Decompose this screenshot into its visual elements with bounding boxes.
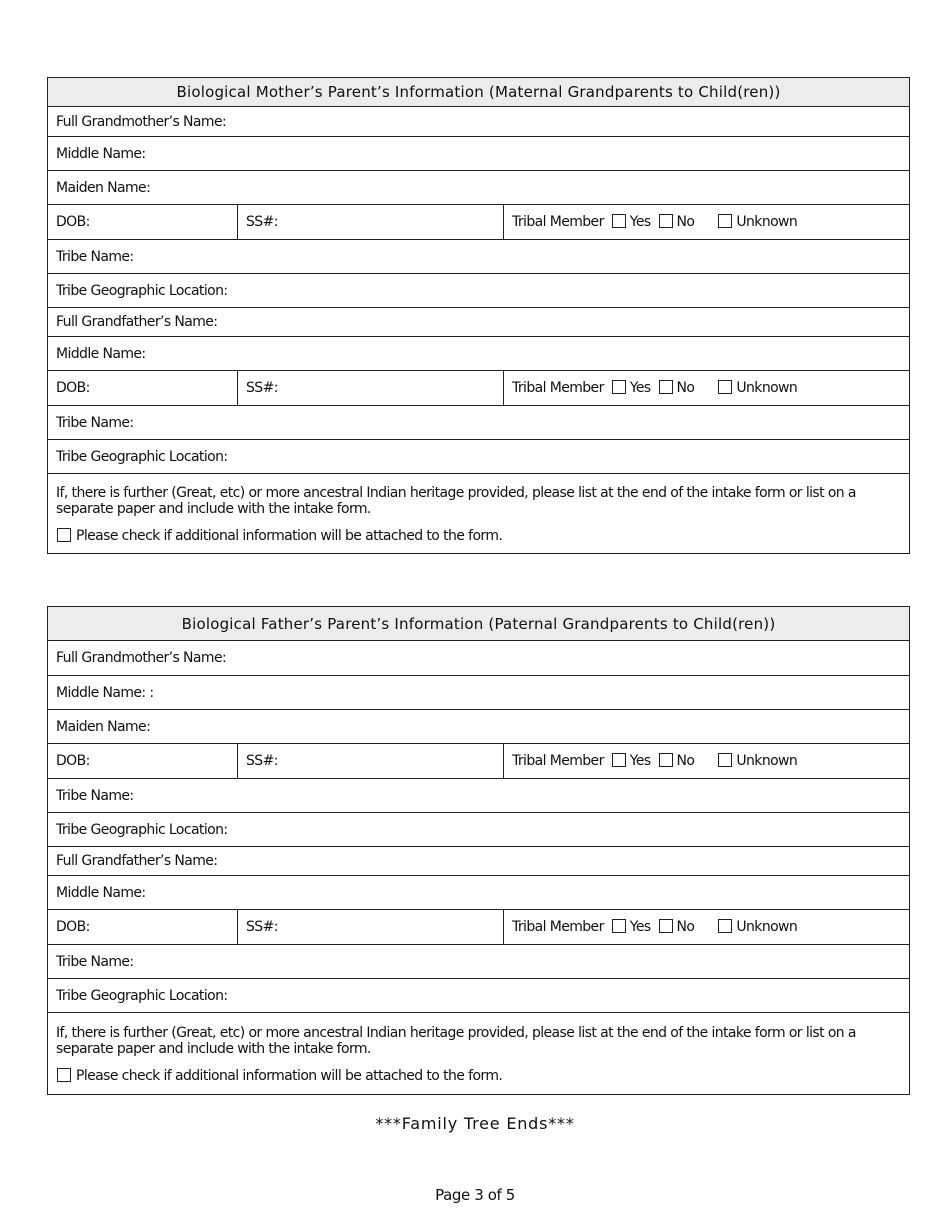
- yes-checkbox[interactable]: [612, 753, 626, 767]
- paternal-grandmother-ss-field[interactable]: SS#:: [238, 744, 504, 779]
- maternal-grandmother-middle-field[interactable]: Middle Name:: [48, 137, 910, 171]
- yes-label: Yes: [629, 380, 651, 396]
- maternal-grandmother-maiden-field[interactable]: Maiden Name:: [48, 171, 910, 205]
- yes-checkbox[interactable]: [612, 919, 626, 933]
- maternal-grandmother-ss-field[interactable]: SS#:: [238, 205, 504, 240]
- paternal-grandfather-name-field[interactable]: Full Grandfather’s Name:: [48, 847, 910, 876]
- paternal-grandmother-maiden-field[interactable]: Maiden Name:: [48, 710, 910, 744]
- maternal-grandfather-ss-field[interactable]: SS#:: [238, 371, 504, 406]
- maternal-grandmother-name-field[interactable]: Full Grandmother’s Name:: [48, 107, 910, 137]
- unknown-label: Unknown: [736, 919, 798, 935]
- paternal-section-title: Biological Father’s Parent’s Information (Paternal Grandparents to Child(ren)): [48, 607, 910, 641]
- maternal-grandparents-table: [47, 77, 910, 554]
- unknown-checkbox[interactable]: [718, 214, 732, 228]
- tribal-member-label: Tribal Member: [512, 214, 604, 230]
- additional-info-checkbox[interactable]: [57, 1068, 71, 1082]
- no-label: No: [676, 753, 695, 769]
- heritage-note-text: If, there is further (Great, etc) or more ancestral Indian heritage provided, please list at the end of the intake form or list on a separate paper and include with the intake form.: [56, 1025, 856, 1057]
- no-checkbox[interactable]: [659, 753, 673, 767]
- unknown-checkbox[interactable]: [718, 753, 732, 767]
- paternal-grandmother-middle-field[interactable]: Middle Name: :: [48, 676, 910, 710]
- paternal-grandfather-tribe-location-field[interactable]: Tribe Geographic Location:: [48, 979, 910, 1013]
- yes-checkbox[interactable]: [612, 214, 626, 228]
- maternal-grandmother-tribe-name-field[interactable]: Tribe Name:: [48, 240, 910, 274]
- yes-label: Yes: [629, 919, 651, 935]
- paternal-grandmother-name-field[interactable]: Full Grandmother’s Name:: [48, 641, 910, 676]
- yes-label: Yes: [629, 753, 651, 769]
- paternal-grandfather-dob-field[interactable]: DOB:: [48, 910, 238, 945]
- paternal-grandfather-tribe-name-field[interactable]: Tribe Name:: [48, 945, 910, 979]
- unknown-checkbox[interactable]: [718, 380, 732, 394]
- paternal-additional-heritage-note: [48, 1013, 910, 1095]
- paternal-grandfather-ss-field[interactable]: SS#:: [238, 910, 504, 945]
- page-number: Page 3 of 5: [435, 1186, 515, 1204]
- additional-info-label: Please check if additional information will be attached to the form.: [76, 528, 503, 544]
- maternal-grandfather-tribal-member: [504, 371, 910, 406]
- maternal-grandfather-middle-field[interactable]: Middle Name:: [48, 337, 910, 371]
- maternal-grandfather-tribe-name-field[interactable]: Tribe Name:: [48, 406, 910, 440]
- no-checkbox[interactable]: [659, 919, 673, 933]
- paternal-grandmother-tribal-member: [504, 744, 910, 779]
- paternal-grandmother-tribe-location-field[interactable]: Tribe Geographic Location:: [48, 813, 910, 847]
- no-label: No: [676, 919, 695, 935]
- paternal-grandmother-dob-field[interactable]: DOB:: [48, 744, 238, 779]
- additional-info-checkbox[interactable]: [57, 528, 71, 542]
- heritage-note-text: If, there is further (Great, etc) or more ancestral Indian heritage provided, please list at the end of the intake form or list on a separate paper and include with the intake form.: [56, 485, 856, 517]
- maternal-grandmother-tribal-member: [504, 205, 910, 240]
- unknown-label: Unknown: [736, 214, 798, 230]
- maternal-grandfather-name-field[interactable]: Full Grandfather’s Name:: [48, 308, 910, 337]
- no-label: No: [676, 214, 695, 230]
- maternal-additional-heritage-note: [48, 474, 910, 554]
- no-label: No: [676, 380, 695, 396]
- maternal-section-title: Biological Mother’s Parent’s Information (Maternal Grandparents to Child(ren)): [48, 78, 910, 107]
- paternal-grandfather-middle-field[interactable]: Middle Name:: [48, 876, 910, 910]
- paternal-grandmother-tribe-name-field[interactable]: Tribe Name:: [48, 779, 910, 813]
- unknown-checkbox[interactable]: [718, 919, 732, 933]
- additional-info-label: Please check if additional information will be attached to the form.: [76, 1068, 503, 1084]
- maternal-grandfather-dob-field[interactable]: DOB:: [48, 371, 238, 406]
- yes-label: Yes: [629, 214, 651, 230]
- no-checkbox[interactable]: [659, 214, 673, 228]
- unknown-label: Unknown: [736, 380, 798, 396]
- no-checkbox[interactable]: [659, 380, 673, 394]
- yes-checkbox[interactable]: [612, 380, 626, 394]
- maternal-grandmother-tribe-location-field[interactable]: Tribe Geographic Location:: [48, 274, 910, 308]
- maternal-grandmother-dob-field[interactable]: DOB:: [48, 205, 238, 240]
- paternal-grandfather-tribal-member: [504, 910, 910, 945]
- family-tree-ends-text: ***Family Tree Ends***: [375, 1114, 575, 1133]
- tribal-member-label: Tribal Member: [512, 380, 604, 396]
- tribal-member-label: Tribal Member: [512, 753, 604, 769]
- unknown-label: Unknown: [736, 753, 798, 769]
- maternal-grandfather-tribe-location-field[interactable]: Tribe Geographic Location:: [48, 440, 910, 474]
- tribal-member-label: Tribal Member: [512, 919, 604, 935]
- paternal-grandparents-table: [47, 606, 910, 1095]
